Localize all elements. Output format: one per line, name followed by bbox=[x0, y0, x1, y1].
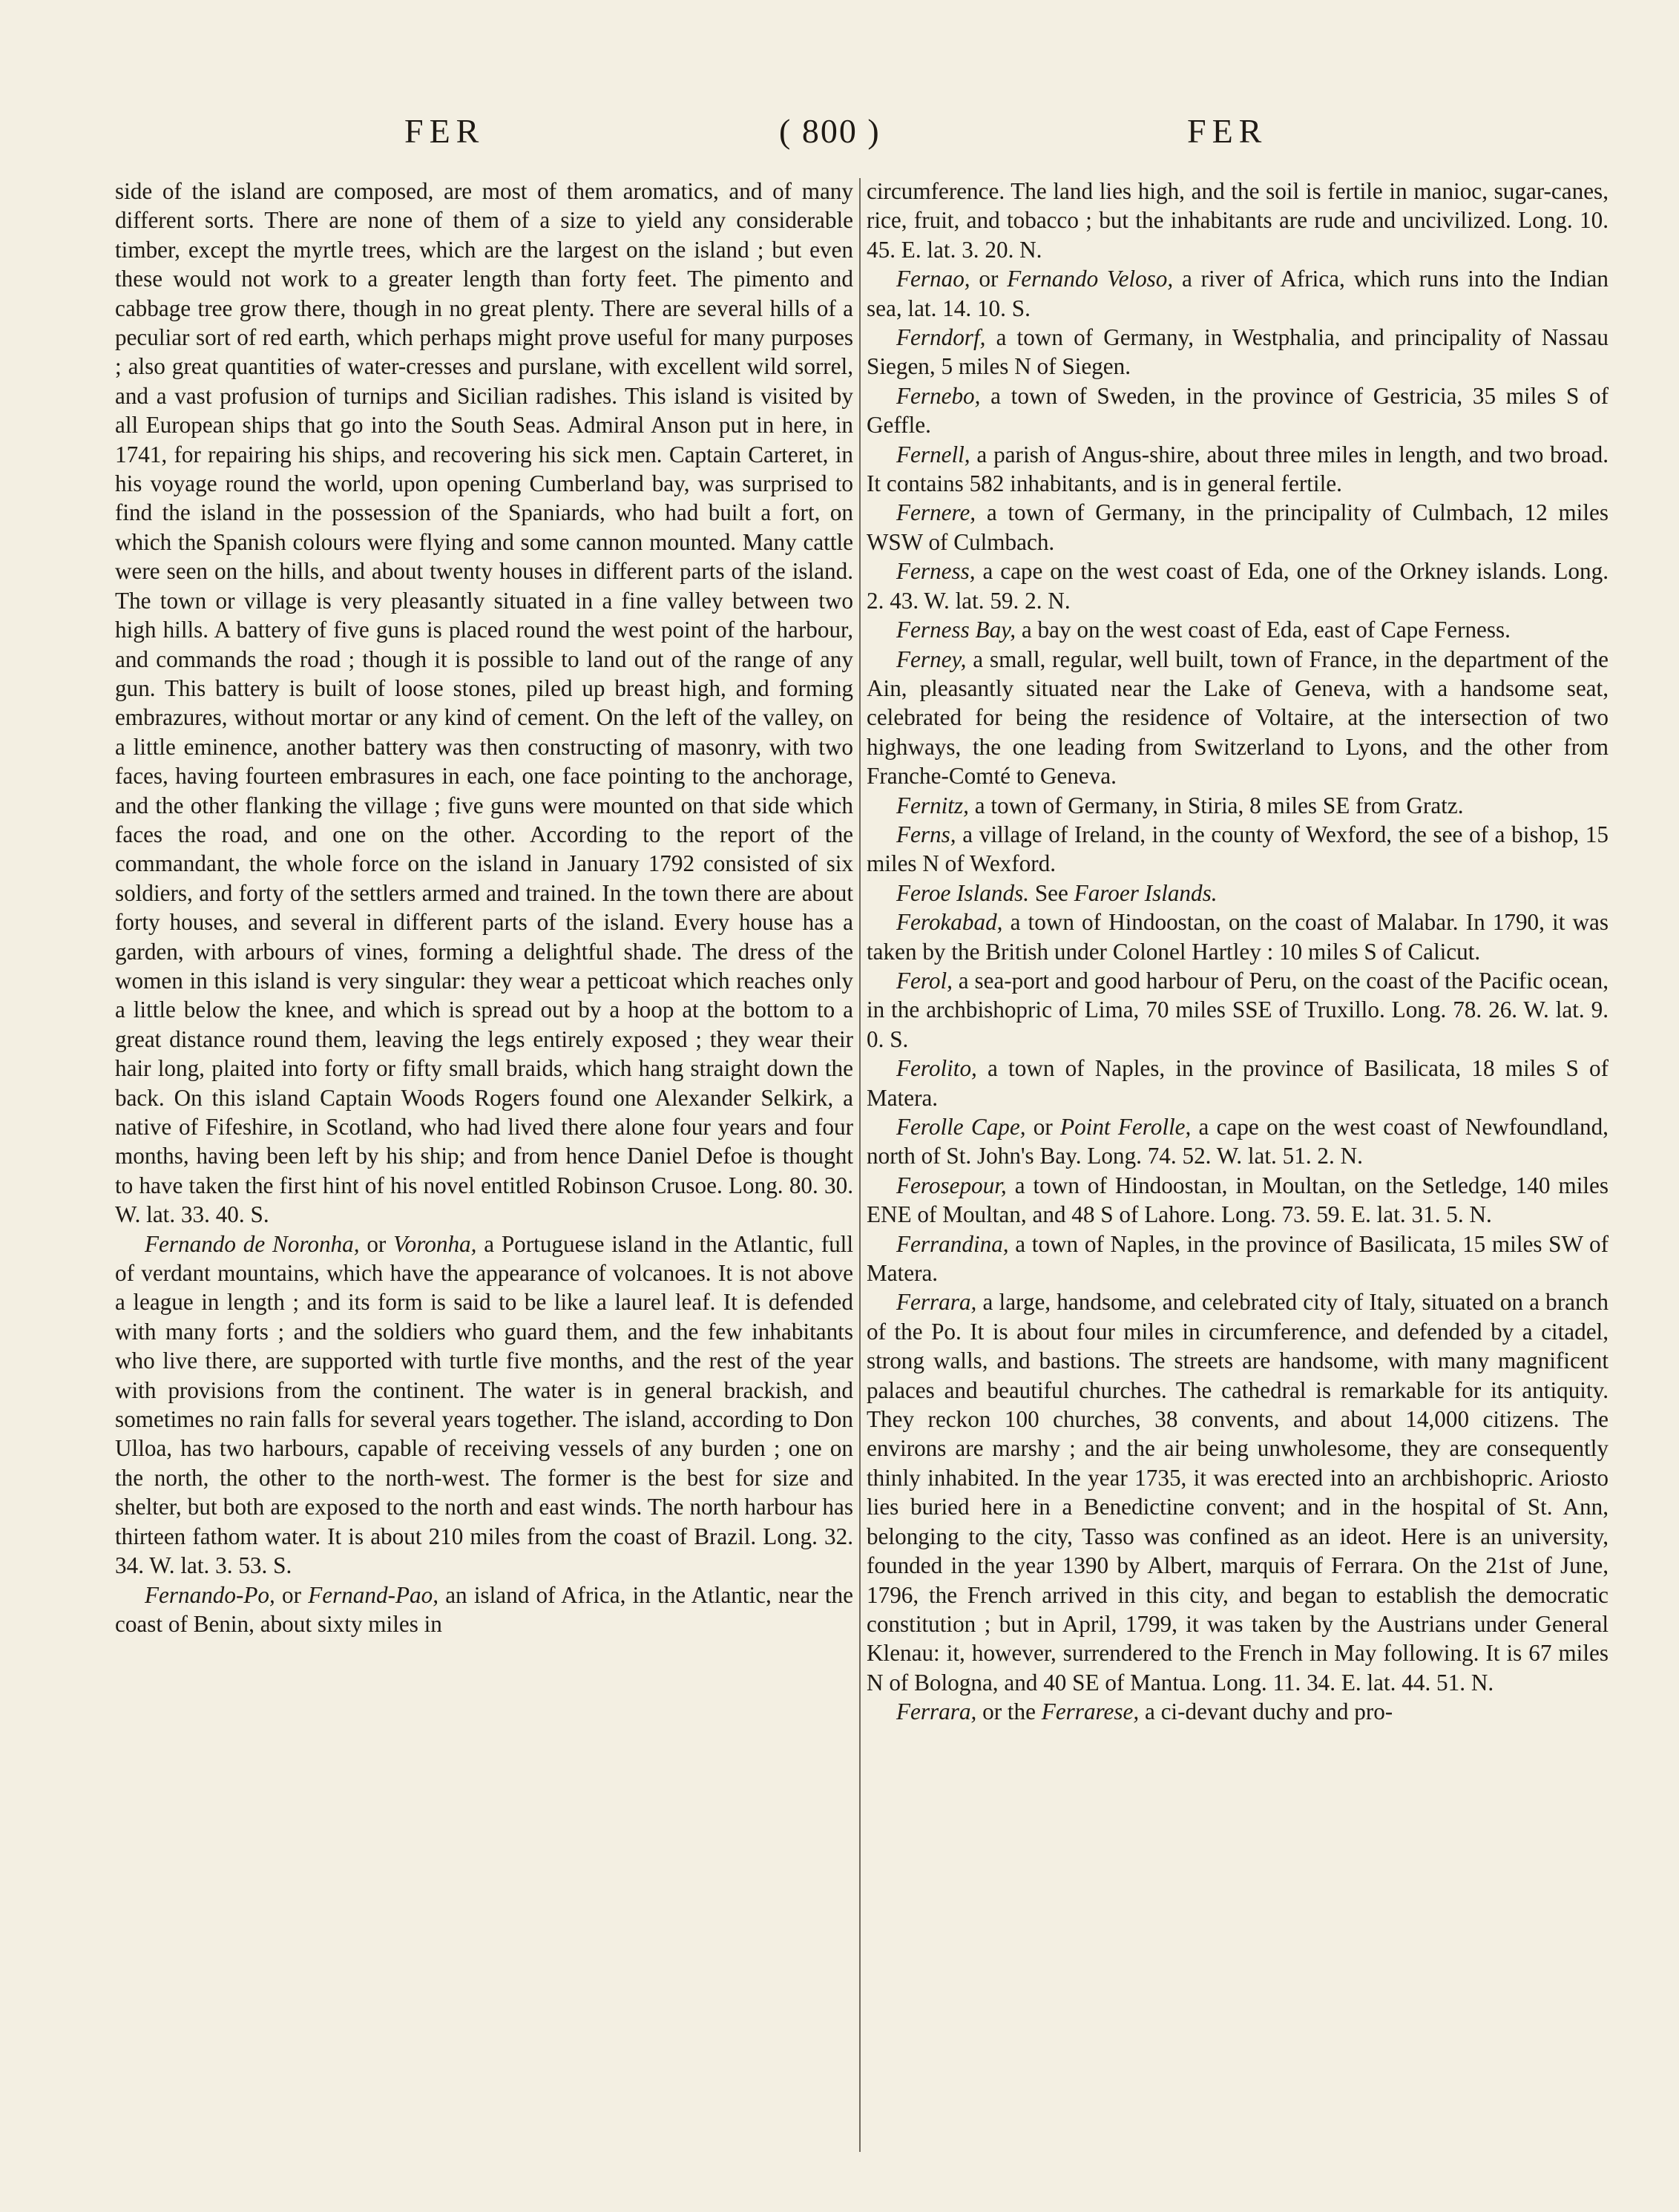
entry-paragraph bbox=[867, 264, 1609, 323]
entry-paragraph bbox=[867, 879, 1609, 908]
entry-separator: or the bbox=[976, 1699, 1042, 1725]
entry-headword: Ferndorf, bbox=[896, 324, 986, 351]
page-number: ( 800 ) bbox=[779, 112, 881, 150]
entry-headword: Ferrandina, bbox=[896, 1230, 1009, 1257]
entry-headword: Ferolito, bbox=[896, 1055, 977, 1082]
entry-headword: Fernando de Noronha, bbox=[145, 1230, 360, 1257]
entry-text: a small, regular, well built, town of France, in the department of the Ain, pleasantly situated near the Lake of Geneva, with a handsome seat, celebrated for being the residence of Voltaire, at the intersection of two highways, the one leading from Switzerland to Lyons, and the other from Franche-Comté to Geneva. bbox=[867, 646, 1609, 790]
entry-text: a town of Naples, in the province of Basilicata, 18 miles S of Matera. bbox=[867, 1055, 1609, 1111]
entry-headword: Ferolle Cape, bbox=[896, 1114, 1026, 1140]
entry-headword: Ferrara, bbox=[896, 1699, 977, 1725]
entry-text: a ci-devant duchy and pro- bbox=[1139, 1699, 1393, 1725]
entry-headword: Ferns, bbox=[896, 821, 956, 847]
entry-text: a town of Hindoostan, on the coast of Malabar. In 1790, it was taken by the British under Colonel Hartley : 10 miles S of Calicut. bbox=[867, 909, 1609, 965]
entry-headword: Ferney, bbox=[896, 646, 967, 672]
entry-text: a town of Sweden, in the province of Gestricia, 35 miles S of Geffle. bbox=[867, 382, 1609, 439]
entry-text: a town of Germany, in Stiria, 8 miles SE from Gratz. bbox=[968, 792, 1464, 818]
entry-paragraph bbox=[867, 1287, 1609, 1697]
entry-text: a town of Germany, in the principality of Culmbach, 12 miles WSW of Culmbach. bbox=[867, 499, 1609, 555]
entry-text: a town of Hindoostan, in Moultan, on the Setledge, 140 miles ENE of Moultan, and 48 S of Lahore. Long. 73. 59. E. lat. 31. 5. N. bbox=[867, 1172, 1609, 1228]
entry-text: a town of Naples, in the province of Basilicata, 15 miles SW of Matera. bbox=[867, 1230, 1609, 1287]
entry-paragraph bbox=[867, 1171, 1609, 1230]
entry-paragraph bbox=[115, 177, 853, 1230]
entry-headword: Ferrara, bbox=[896, 1289, 977, 1316]
entry-paragraph bbox=[115, 1230, 853, 1581]
entry-headword: Ferness Bay, bbox=[896, 617, 1016, 643]
header-right: FER bbox=[1187, 112, 1268, 150]
entry-text: a cape on the west coast of Newfoundland, north of St. John's Bay. Long. 74. 52. W. lat. 51. 2. N. bbox=[867, 1114, 1609, 1169]
entry-paragraph bbox=[867, 323, 1609, 381]
entry-paragraph bbox=[867, 1230, 1609, 1288]
entry-headword: Fernell, bbox=[896, 441, 970, 467]
right-column bbox=[867, 177, 1609, 1727]
entry-paragraph bbox=[867, 615, 1609, 644]
header-left: FER bbox=[404, 112, 485, 150]
entry-text: a village of Ireland, in the county of Wexford, the see of a bishop, 15 miles N of Wexford. bbox=[867, 821, 1609, 877]
entry-headword-alt: Voronha, bbox=[393, 1230, 477, 1257]
entry-headword: Fernebo, bbox=[896, 382, 981, 409]
entry-separator: or bbox=[359, 1230, 394, 1257]
entry-text: side of the island are composed, are most of them aromatics, and of many different sorts. There are none of them of a size to yield any considerable timber, except the myrtle trees, which are the largest on the island ; but even these would not work to a greater length than forty feet. The pimento and cabbage tree grow there, though in no great plenty. There are several hills of a peculiar sort of red earth, which perhaps might prove useful for many purposes ; also great quantities of water-cresses and purslane, with excellent wild sorrel, and a vast profusion of turnips and Sicilian radishes. This island is visited by all European ships that go into the South Seas. Admiral Anson put in here, in 1741, for repairing his ships, and recovering his sick men. Captain Carteret, in his voyage round the world, upon opening Cumberland bay, was surprised to find the island in the possession of the Spaniards, who had built a fort, on which the Spanish colours were flying and some cannon mounted. Many cattle were seen on the hills, and about twenty houses in different parts of the island. The town or village is very pleasantly situated in a fine valley between two high hills. A battery of five guns is placed round the west point of the harbour, and commands the road ; though it is possible to land out of the range of any gun. This battery is built of loose stones, piled up breast high, and forming embrazures, without mortar or any kind of cement. On the left of the valley, on a little eminence, another battery was then constructing of masonry, with two faces, having fourteen embrasures in each, one face pointing to the anchorage, and the other flanking the village ; five guns were mounted on that side which faces the road, and one on the other. According to the report of the commandant, the whole force on the island in January 1792 consisted of six soldiers, and forty of the settlers armed and trained. In the town there are about forty houses, and several in different parts of the island. Every house has a garden, with arbours of vines, forming a delightful shade. The dress of the women in this island is very singular: they wear a petticoat which reaches only a little below the knee, and which is spread out by a hoop at the bottom to a great distance round them, leaving the legs entirely exposed ; they wear their hair long, plaited into forty or fifty small braids, which hang straight down the back. On this island Captain Woods Rogers found one Alexander Selkirk, a native of Fifeshire, in Scotland, who had lived there alone four years and four months, having been left by his ship; and from hence Daniel Defoe is thought to have taken the first hint of his novel entitled Robinson Crusoe. Long. 80. 30. W. lat. 33. 40. S. bbox=[115, 178, 853, 1228]
entry-headword: Fernere, bbox=[896, 499, 976, 526]
entry-text: a Portuguese island in the Atlantic, full of verdant mountains, which have the appearance of volcanoes. It is not above a league in length ; and its form is said to be like a laurel leaf. It is defended with many forts ; and the soldiers who guard them, and the few inhabitants who live there, are supported with turtle five months, and the rest of the year with provisions from the continent. The water is in general brackish, and sometimes no rain falls for several years together. The island, according to Don Ulloa, has two harbours, capable of receiving vessels of any burden ; one on the north, the other to the north-west. The former is the best for size and shelter, but both are exposed to the north and east winds. The north harbour has thirteen fathom water. It is about 210 miles from the coast of Brazil. Long. 32. 34. W. lat. 3. 53. S. bbox=[115, 1230, 854, 1579]
entry-paragraph bbox=[867, 498, 1609, 557]
entry-paragraph bbox=[867, 1697, 1609, 1726]
entry-text: a sea-port and good harbour of Peru, on the coast of the Pacific ocean, in the archbishopric of Lima, 70 miles SSE of Truxillo. Long. 78. 26. W. lat. 9. 0. S. bbox=[867, 967, 1609, 1052]
entry-text: a parish of Angus-shire, about three miles in length, and two broad. It contains 582 inhabitants, and is in general fertile. bbox=[867, 441, 1609, 497]
entry-headword: Feroe Islands. bbox=[896, 879, 1030, 906]
entry-paragraph bbox=[867, 820, 1609, 879]
entry-text: a town of Germany, in Westphalia, and principality of Nassau Siegen, 5 miles N of Siegen. bbox=[867, 324, 1609, 380]
entry-paragraph bbox=[867, 177, 1609, 264]
entry-paragraph bbox=[867, 440, 1609, 499]
entry-text: a cape on the west coast of Eda, one of the Orkney islands. Long. 2. 43. W. lat. 59. 2. N. bbox=[867, 558, 1609, 614]
entry-paragraph bbox=[867, 1054, 1609, 1112]
entry-headword: Ferosepour, bbox=[896, 1172, 1007, 1198]
entry-headword: Ferokabad, bbox=[896, 909, 1003, 936]
entry-paragraph bbox=[867, 557, 1609, 615]
running-header bbox=[111, 111, 1276, 156]
entry-separator: or bbox=[970, 266, 1008, 292]
entry-headword: Ferness, bbox=[896, 558, 976, 585]
entry-text: an island of Africa, in the Atlantic, near the coast of Benin, about sixty miles in bbox=[115, 1581, 853, 1637]
entry-paragraph bbox=[115, 1581, 853, 1639]
entry-headword-alt: Ferrarese, bbox=[1041, 1699, 1140, 1725]
entry-separator: or bbox=[1025, 1114, 1061, 1140]
entry-text: a large, handsome, and celebrated city of Italy, situated on a branch of the Po. It is about four miles in circumference, and defended by a citadel, strong walls, and bastions. The streets are handsome, with many magnificent palaces and beautiful churches. The cathedral is remarkable for its antiquity. They reckon 100 churches, 38 convents, and about 14,000 citizens. The environs are marshy ; and the air being unwholesome, they are consequently thinly inhabited. In the year 1735, it was erected into an archbishopric. Ariosto lies buried here in a Benedictine convent; and in the hospital of St. Ann, belonging to the city, Tasso was confined as an ideot. Here is an university, founded in the year 1390 by Albert, marquis of Ferrara. On the 21st of June, 1796, the French arrived in this city, and began to establish the democratic constitution ; but in April, 1799, it was taken by the Austrians under General Klenau: it, however, surrendered to the French in May following. It is 67 miles N of Bologna, and 40 SE of Mantua. Long. 11. 34. E. lat. 44. 51. N. bbox=[867, 1289, 1609, 1696]
entry-separator: or bbox=[275, 1581, 309, 1608]
entry-paragraph bbox=[867, 966, 1609, 1054]
entry-headword: Fernitz, bbox=[896, 792, 969, 818]
entry-headword-alt: Faroer Islands. bbox=[1074, 879, 1218, 906]
column-divider bbox=[859, 178, 861, 2152]
entry-headword: Ferol, bbox=[896, 967, 953, 994]
entry-headword: Fernao, bbox=[896, 266, 970, 292]
entry-text: a river of Africa, which runs into the Indian sea, lat. 14. 10. S. bbox=[867, 266, 1609, 321]
entry-text: circumference. The land lies high, and the soil is fertile in manioc, sugar-canes, rice, fruit, and tobacco ; but the inhabitants are rude and uncivilized. Long. 10. 45. E. lat. 3. 20. N. bbox=[867, 178, 1609, 263]
entry-paragraph bbox=[867, 645, 1609, 791]
left-column bbox=[115, 177, 853, 1638]
entry-headword: Fernando-Po, bbox=[145, 1581, 275, 1608]
entry-paragraph bbox=[867, 908, 1609, 966]
entry-paragraph bbox=[867, 381, 1609, 440]
entry-separator: See bbox=[1029, 879, 1074, 906]
entry-paragraph bbox=[867, 1112, 1609, 1171]
entry-headword-alt: Point Ferolle, bbox=[1060, 1114, 1192, 1140]
entry-headword-alt: Fernand-Pao, bbox=[308, 1581, 439, 1608]
entry-text: a bay on the west coast of Eda, east of Cape Ferness. bbox=[1016, 617, 1511, 643]
entry-headword-alt: Fernando Veloso, bbox=[1007, 266, 1174, 292]
entry-paragraph bbox=[867, 791, 1609, 820]
